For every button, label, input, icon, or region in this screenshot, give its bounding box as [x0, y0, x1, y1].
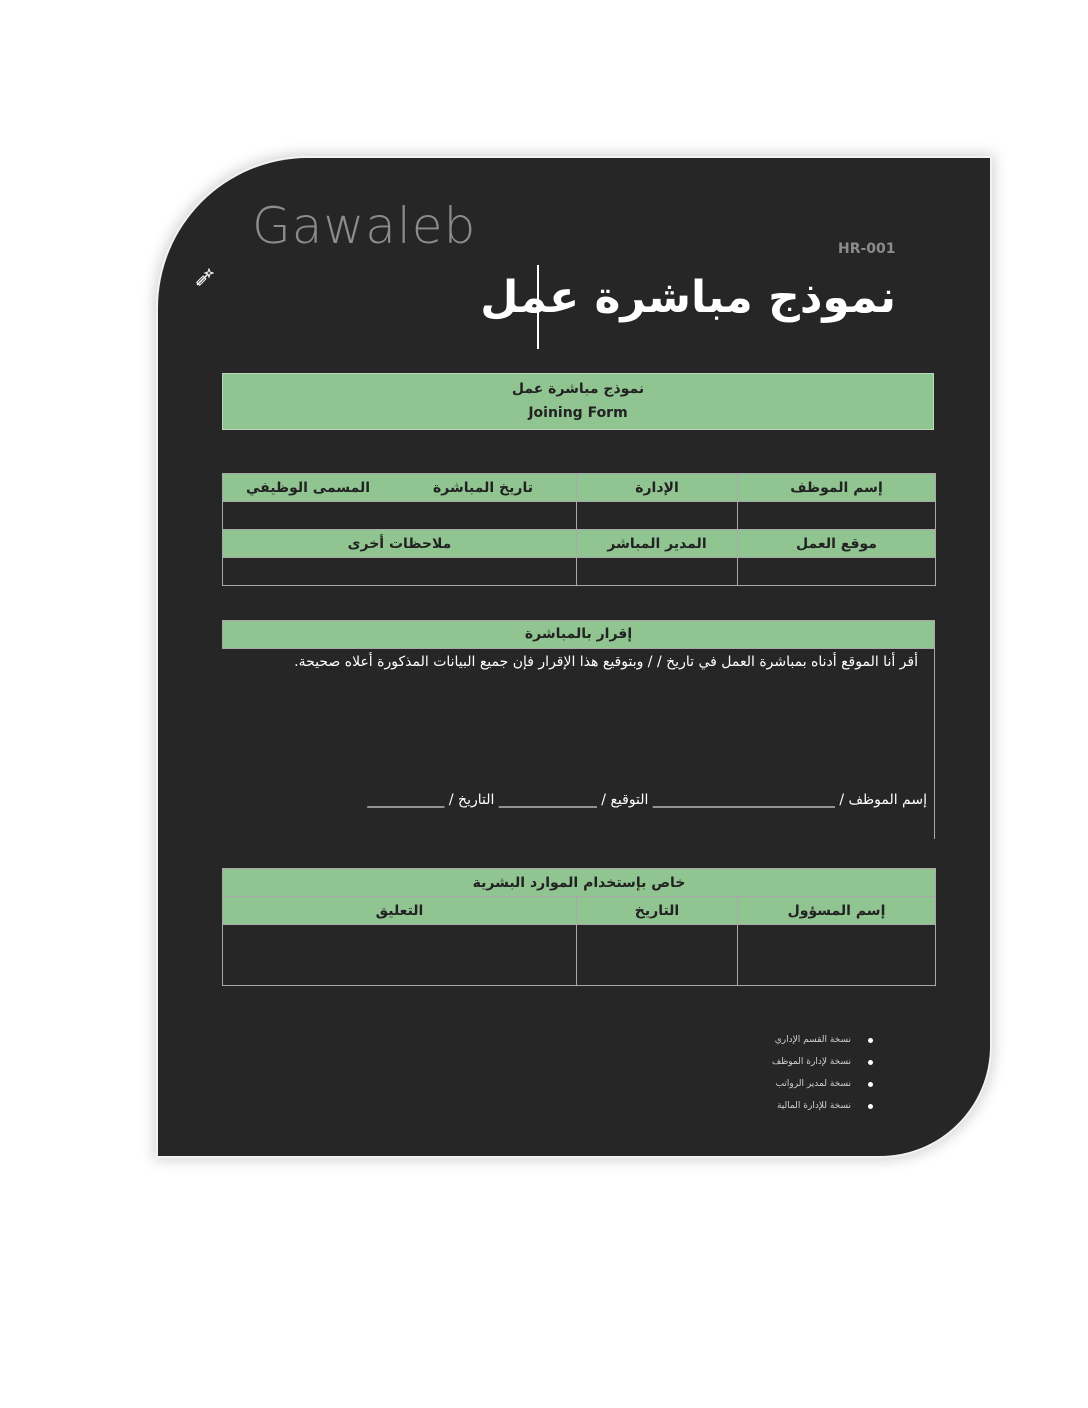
- joining-date-label: تاريخ المباشرة: [433, 479, 533, 496]
- other-notes-label: ملاحظات أخرى: [223, 530, 577, 558]
- employee-name-label: إسم الموظف: [738, 474, 936, 502]
- department-label: الإدارة: [577, 474, 738, 502]
- brand-logo: Gawaleb: [252, 197, 477, 255]
- other-notes-cell[interactable]: [223, 558, 577, 586]
- employee-info-table: [222, 473, 936, 586]
- magic-wand-icon: [194, 268, 214, 288]
- comment-cell[interactable]: [223, 925, 577, 986]
- hr-date-label: التاريخ: [577, 897, 738, 925]
- header-title-ar: نموذج مباشرة عمل: [511, 381, 645, 397]
- responsible-name-label: إسم المسؤول: [738, 897, 936, 925]
- job-title-label: المسمى الوظيفي: [245, 479, 371, 496]
- joining-fields-header: [223, 474, 577, 502]
- form-header-bar: [222, 373, 934, 430]
- direct-manager-label: المدير المباشر: [577, 530, 738, 558]
- acknowledgement-body: [222, 649, 935, 839]
- work-location-label: موقع العمل: [738, 530, 936, 558]
- comment-label: التعليق: [223, 897, 577, 925]
- hr-section-title: خاص بإستخدام الموارد البشرية: [223, 869, 936, 897]
- list-item: نسخة القسم الإداري: [772, 1031, 873, 1053]
- joining-date-cell[interactable]: [223, 502, 577, 530]
- department-cell[interactable]: [577, 502, 738, 530]
- copies-list: [772, 1031, 873, 1119]
- responsible-name-cell[interactable]: [738, 925, 936, 986]
- work-location-cell[interactable]: [738, 558, 936, 586]
- employee-name-cell[interactable]: [738, 502, 936, 530]
- list-item: نسخة للإدارة المالية: [772, 1097, 873, 1119]
- direct-manager-cell[interactable]: [577, 558, 738, 586]
- hr-date-cell[interactable]: [577, 925, 738, 986]
- signature-line[interactable]: إسم الموظف / __________________________ التوقيع / ______________ التاريخ / ___________: [367, 792, 927, 808]
- list-item: نسخة لإدارة الموظف: [772, 1053, 873, 1075]
- form-code: HR-001: [838, 241, 896, 257]
- header-title-en: Joining Form: [528, 405, 628, 421]
- hr-use-table: [222, 868, 936, 986]
- acknowledgement-title: إقرار بالمباشرة: [222, 620, 935, 649]
- page-title: نموذج مباشرة عمل: [480, 272, 896, 323]
- list-item: نسخة لمدير الرواتب: [772, 1075, 873, 1097]
- acknowledgement-statement: أقر أنا الموقع أدناه بمباشرة العمل في تاريخ / / وبتوقيع هذا الإقرار فإن جميع البيانات المذكورة أعلاه صحيحة.: [294, 654, 918, 670]
